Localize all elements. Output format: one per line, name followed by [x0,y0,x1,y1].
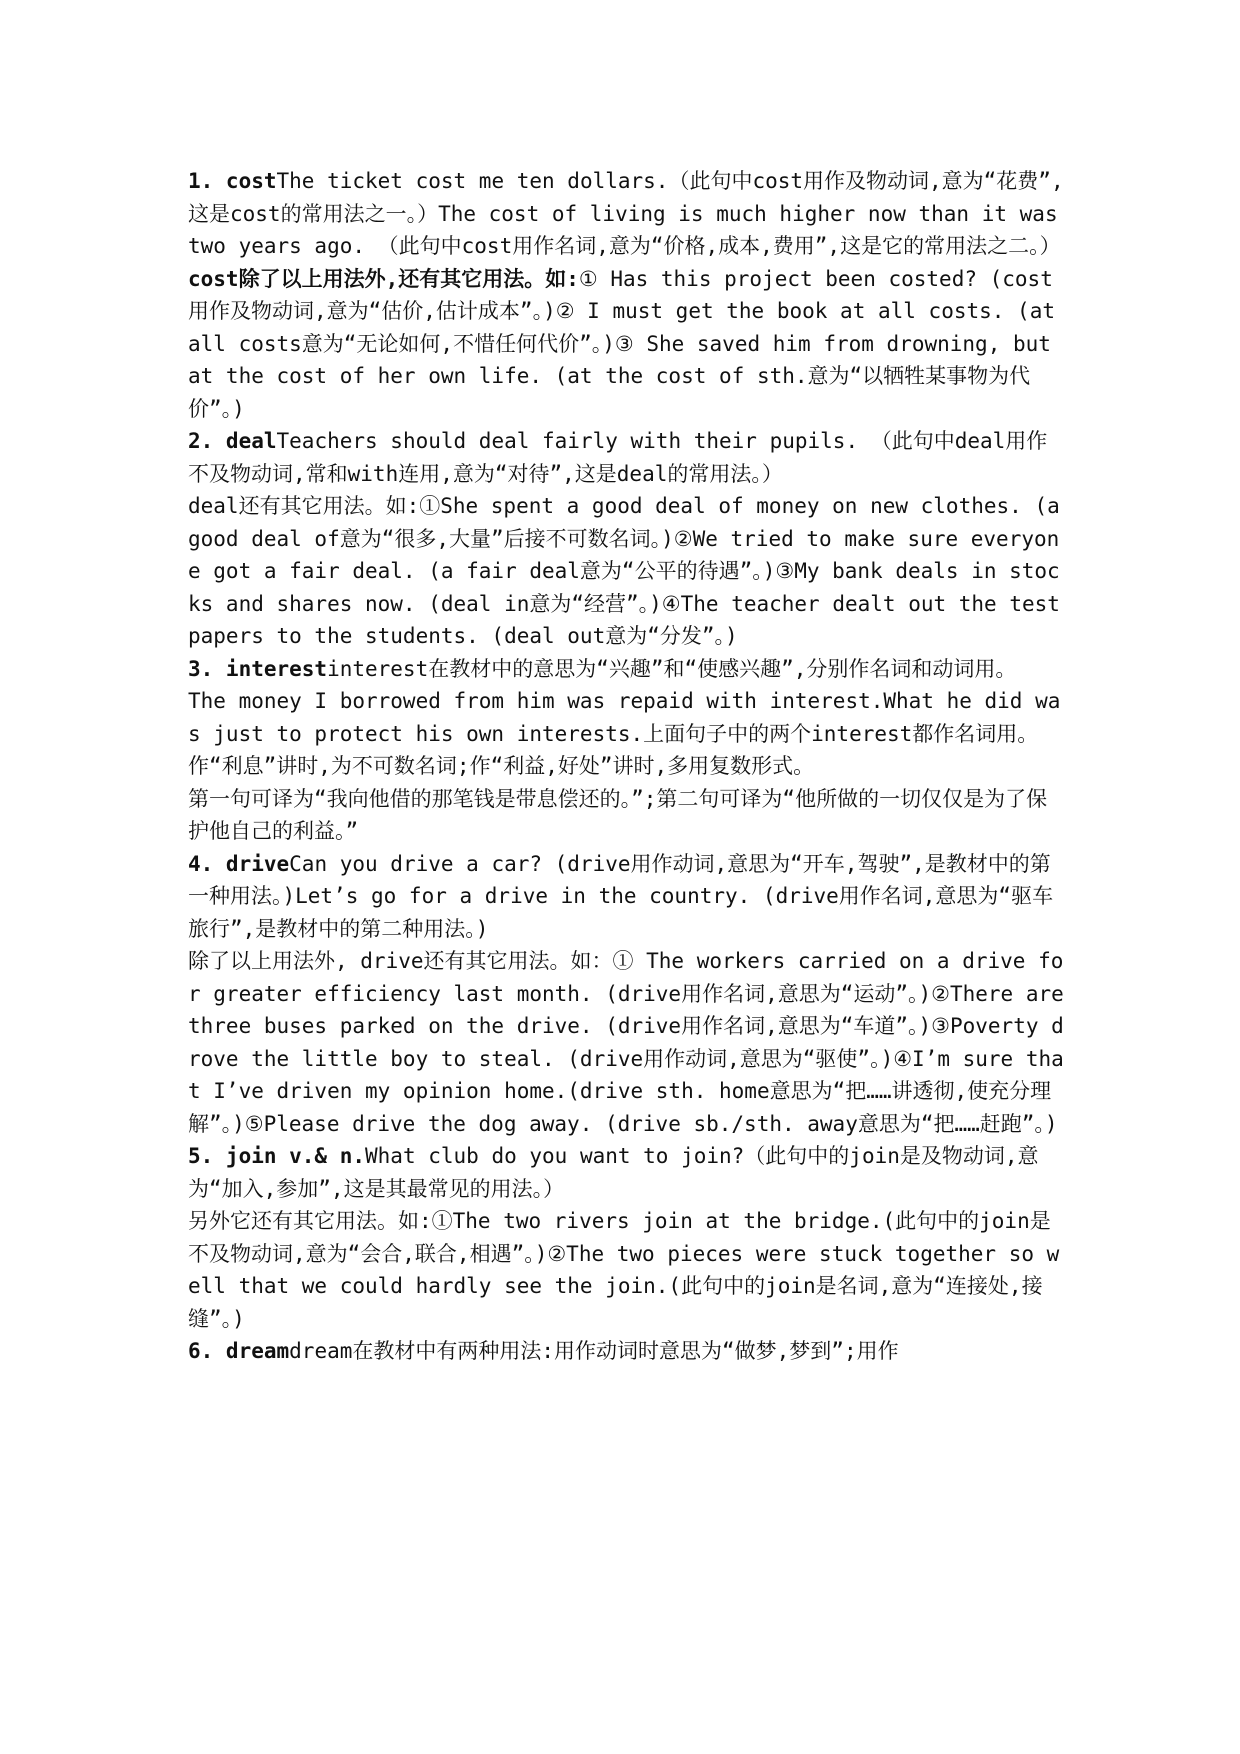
entry-heading: 4. drive [188,851,290,876]
paragraph-cost-other-uses [188,263,1068,426]
paragraph-text: The money I borrowed from him was repaid with interest.What he did was just to protect his own interests.上面句子中的两个interest都作名词用。作“利息”讲时,为不可数名词;作“利益,好处”讲时,多用复数形式。 [188,689,1061,778]
paragraph-text: interest在教材中的意思为“兴趣”和“使感兴趣”,分别作名词和动词用。 [327,656,1017,681]
paragraph-interest-translation [188,783,1068,848]
entry-heading: cost除了以上用法外,还有其它用法。如: [188,266,579,291]
paragraph-dream [188,1335,1068,1368]
paragraph-text: 除了以上用法外, drive还有其它用法。如：① The workers carried on a drive for greater efficiency last month. (drive用作名词,意思为“运动”。)②There are three buses parked on the drive. (drive用作名词,意思为“车道”。)③Poverty drove the little boy to steal. (drive用作动词,意思为“驱使”。)④I’m sure that I’ve driven my opinion home.(drive sth. home意思为“把……讲透彻,使充分理解”。)⑤Please drive the dog away. (drive sb./sth. away意思为“把……赶跑”。) [188,949,1064,1136]
paragraph-text: ① Has this project been costed? (cost用作及物动词,意为“估价,估计成本”。)② I must get the book at all costs. (at all costs意为“无论如何,不惜任何代价”。)③ She saved him from drowning, but at the cost of her own life. (at the cost of sth.意为“以牺牲某事物为代价”。) [188,266,1055,421]
paragraph-interest [188,653,1068,686]
paragraph-text: deal还有其它用法。如:①She spent a good deal of money on new clothes. (a good deal of意为“很多,大量”后接不可数名词。)②We tried to make sure everyone got a fair deal. (a fair deal意为“公平的待遇”。)③My bank deals in stocks and shares now. (deal in意为“经营”。)④The teacher dealt out the test papers to the students. (deal out意为“分发”。) [188,494,1060,648]
paragraph-drive [188,848,1068,946]
paragraph-cost [188,165,1068,263]
entry-heading: 6. dream [188,1339,290,1363]
paragraph-text: 第一句可译为“我向他借的那笔钱是带息偿还的。”;第二句可译为“他所做的一切仅仅是为了保护他自己的利益。” [188,786,1048,843]
paragraph-text: 另外它还有其它用法。如:①The two rivers join at the bridge.(此句中的join是不及物动词,意为“会合,联合,相遇”。)②The two pieces were stuck together so well that we could hardly see the join.(此句中的join是名词,意为“连接处,接缝”。) [188,1209,1060,1331]
entry-heading: 1. cost [188,169,277,193]
paragraph-deal [188,425,1068,490]
paragraph-deal-other-uses [188,490,1068,653]
entry-heading: 2. deal [188,429,277,453]
paragraph-join-other-uses [188,1205,1068,1335]
paragraph-text: The ticket cost me ten dollars.（此句中cost用作及物动词,意为“花费”,这是cost的常用法之一。）The cost of living is much higher now than it was two years ago. （此句中cost用作名词,意为“价格,成本,费用”,这是它的常用法之二。） [188,169,1064,258]
paragraph-text: What club do you want to join?（此句中的join是及物动词,意为“加入,参加”,这是其最常见的用法。） [188,1144,1039,1201]
paragraph-text: dream在教材中有两种用法:用作动词时意思为“做梦,梦到”;用作 [289,1339,899,1363]
paragraph-text: Teachers should deal fairly with their pupils. （此句中deal用作不及物动词,常和with连用,意为“对待”,这是deal的常用法。） [188,429,1048,486]
entry-heading: 3. interest [188,656,328,681]
paragraph-drive-other-uses [188,945,1068,1140]
document-body [188,165,1068,1368]
paragraph-text: Can you drive a car? (drive用作动词,意思为“开车,驾驶”,是教材中的第一种用法。)Let’s go for a drive in the country. (drive用作名词,意思为“驱车旅行”,是教材中的第二种用法。) [188,851,1054,941]
paragraph-join [188,1140,1068,1205]
entry-heading: 5. join v.& n. [188,1144,366,1168]
paragraph-interest-examples [188,685,1068,783]
